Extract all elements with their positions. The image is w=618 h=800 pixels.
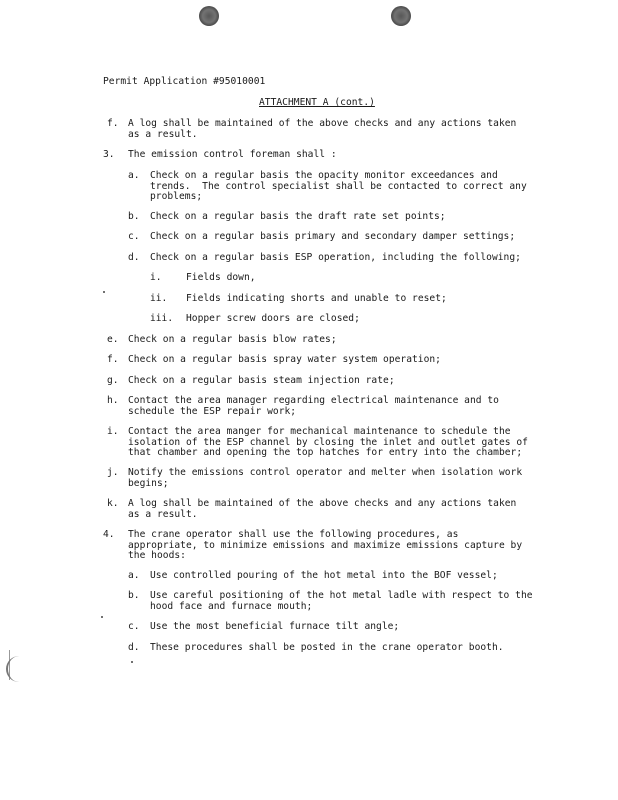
item-label: f. [107,118,119,129]
scan-speck [101,616,103,618]
item-line: Use the most beneficial furnace tilt angle; [150,621,400,632]
punch-hole-right [391,6,411,26]
item-line: trends. The control specialist shall be contacted to correct any [150,181,527,192]
subitem-line: Fields down, [186,272,256,283]
binding-clip-mark [6,656,30,682]
section-number: 3. [103,149,115,160]
item-label: a. [128,170,140,181]
item-line: Check on a regular basis the draft rate set points; [150,211,446,222]
scan-speck [103,291,105,293]
item-label: d. [128,252,140,263]
item-line: Check on a regular basis primary and secondary damper settings; [150,231,516,242]
item-line: Check on a regular basis spray water system operation; [128,354,441,365]
permit-header: Permit Application #95010001 [103,76,266,87]
item-label: g. [107,375,119,386]
section-number: 4. [103,529,115,540]
item-line: isolation of the ESP channel by closing the inlet and outlet gates of [128,437,528,448]
item-line: that chamber and opening the top hatches for entry into the chamber; [128,447,523,458]
item-line: Use careful positioning of the hot metal ladle with respect to the [150,590,533,601]
section-line: appropriate, to minimize emissions and maximize emissions capture by [128,540,523,551]
attachment-title: ATTACHMENT A (cont.) [259,97,375,108]
item-line: A log shall be maintained of the above checks and any actions taken [128,498,517,509]
item-label: d. [128,642,140,653]
item-line: Use controlled pouring of the hot metal into the BOF vessel; [150,570,498,581]
item-line: schedule the ESP repair work; [128,406,297,417]
item-label: k. [107,498,119,509]
item-line: Check on a regular basis blow rates; [128,334,337,345]
item-label: b. [128,590,140,601]
item-line: begins; [128,478,169,489]
subitem-line: Fields indicating shorts and unable to reset; [186,293,447,304]
subitem-label: iii. [150,313,174,324]
item-label: i. [107,426,119,437]
subitem-label: ii. [150,293,168,304]
item-label: a. [128,570,140,581]
section-line: The crane operator shall use the following procedures, as [128,529,459,540]
item-label: f. [107,354,119,365]
item-label: e. [107,334,119,345]
item-line: as a result. [128,509,198,520]
section-heading: The emission control foreman shall : [128,149,337,160]
item-line: Contact the area manger for mechanical maintenance to schedule the [128,426,511,437]
scan-speck [131,661,133,663]
item-label: c. [128,621,140,632]
subitem-line: Hopper screw doors are closed; [186,313,360,324]
punch-hole-left [199,6,219,26]
item-line: problems; [150,191,203,202]
item-label: c. [128,231,140,242]
item-line: as a result. [128,129,198,140]
section-line: the hoods: [128,550,186,561]
item-line: Check on a regular basis the opacity monitor exceedances and [150,170,498,181]
subitem-label: i. [150,272,162,283]
item-label: b. [128,211,140,222]
item-line: Contact the area manager regarding electrical maintenance and to [128,395,499,406]
item-line: A log shall be maintained of the above checks and any actions taken [128,118,517,129]
item-label: h. [107,395,119,406]
item-label: j. [107,467,119,478]
item-line: Notify the emissions control operator and melter when isolation work [128,467,523,478]
item-line: hood face and furnace mouth; [150,601,313,612]
item-line: Check on a regular basis steam injection rate; [128,375,395,386]
item-line: Check on a regular basis ESP operation, including the following; [150,252,521,263]
item-line: These procedures shall be posted in the crane operator booth. [150,642,504,653]
